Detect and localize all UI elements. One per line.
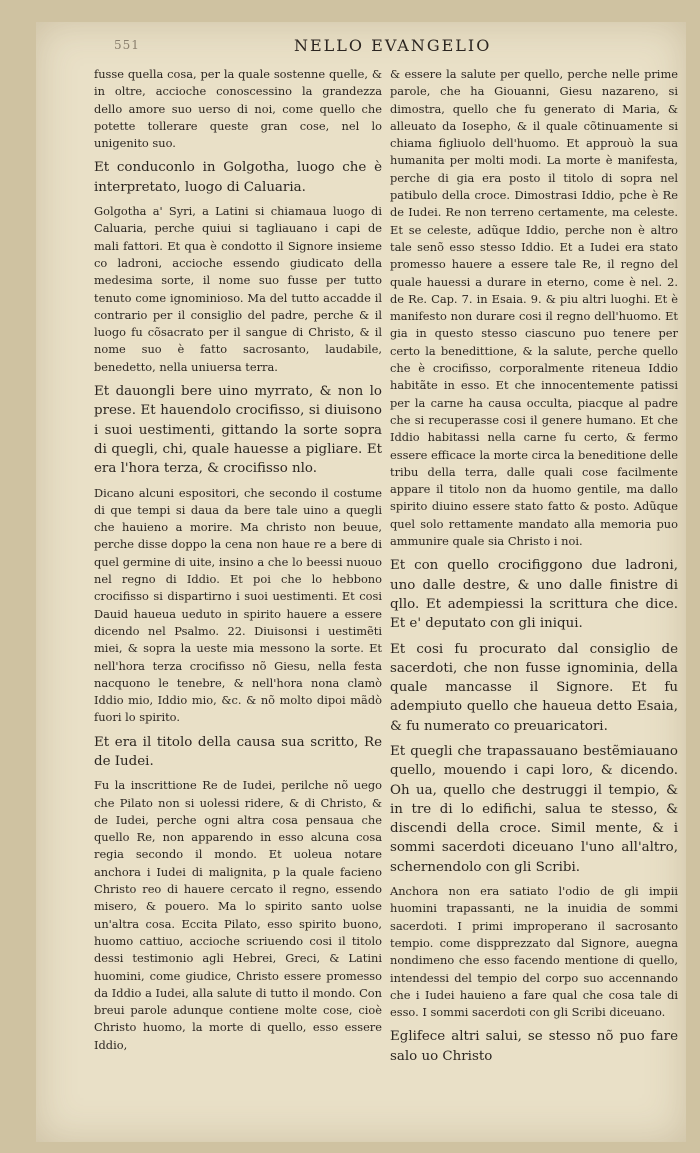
folio-number: 551 [114, 38, 140, 52]
right-column [390, 66, 678, 1072]
commentary-paragraph: Dicano alcuni espositori, che secondo il costume di que tempi si daua da bere tale uino a quegli che hauieno a morire. Ma christo non beuue, perche disse doppo la cena non haue re a bere di quel germine di uite, insino a che lo beessi nuouo nel regno di Iddio. Et poi che lo hebbono crocifisso si dispartirno i suoi uestimenti. Et cosi Dauid haueua ueduto in spirito hauere a essere dicendo nel Psalmo. 22. Diuisonsi i uestimẽti miei, & sopra la ueste mia messono la sorte. Et nell'hora terza crocifisso nõ Giesu, nella festa nacquono le tenebre, & nell'hora nona clamò Iddio mio, Iddio mio, &c. & nõ molto dipoi mãdò fuori lo spirito. [94, 485, 382, 725]
scripture-verse: Et cosi fu procurato dal consiglio de sacerdoti, che non fusse ignominia, della quale mancasse il Signore. Et fu adempiuto quello che haueua detto Esaia, & fu numerato co preuaricatori. [390, 641, 678, 734]
commentary-paragraph: & essere la salute per quello, perche nelle prime parole, che ha Giouanni, Giesu nazareno, si dimostra, quello che fu generato di Maria, & alleuato da Iosepho, & il quale cõtinuamente si chiama figliuolo dell'huomo. Et approuò la sua humanita per molti modi. La morte è manifesta, perche di gia era posto il titolo di sopra nel patibulo della croce. Dimostrasi Iddio, pche è Re de Iudei. Re non terreno certamente, ma celeste. Et se celeste, adũque Iddio, perche non è altro tale senõ esso stesso Iddio. Et a Iudei era stato promesso hauere a essere tale Re, il regno del quale hauessi a durare in eterno, come è nel. 2. de Re. Cap. 7. in Esaia. 9. & piu altri luoghi. Et è manifesto non durare cosi il regno dell'huomo. Et gia in questo stesso ciascuno puo tenere per certo la benedittione, & la salute, perche quello che è crocifisso, corporalmente riteneua Iddio habitãte in esso. Et che innocentemente patissi per la carne ha causa occulta, piacque al padre che si recuperasse cosi il genere humano. Et che Iddio habitassi nella carne fu certo, & fermo essere efficace la morte circa la beneditione delle tribu della terra, dalle quali cose facilmente appare il titolo non da huomo gentile, ma dallo spirito diuino essere stato fatto & posto. Adũque quel solo rettamente mandato alla memoria puo ammunire quale sia Christo i noi. [390, 67, 678, 549]
scripture-verse: Et quegli che trapassauano bestẽmiauano quello, mouendo i capi loro, & dicendo. Oh ua, quello che destruggi il tempio, & in tre di lo edifichi, salua te stesso, & discendi della croce. Simil mente, & i sommi sacerdoti diceuano l'uno all'altro, schernendolo con gli Scribi. [390, 743, 678, 875]
left-column [94, 66, 382, 1060]
commentary-paragraph: Golgotha a' Syri, a Latini si chiamaua luogo di Caluaria, perche quiui si tagliauano i capi de mali fattori. Et qua è condotto il Signore insieme co ladroni, accioche essendo giudicato della medesima sorte, il nome suo fusse per tutto tenuto come ignominioso. Ma del tutto accadde il contrario per il consiglio del padre, perche & il luogo fu cõsacrato per il sangue di Christo, & il nome suo è fatto sacrosanto, laudabile, benedetto, nella uniuersa terra. [94, 204, 382, 374]
scripture-verse: Et conduconlo in Golgotha, luogo che è interpretato, luogo di Caluaria. [94, 160, 382, 195]
book-page [36, 22, 686, 1142]
scripture-verse: Et con quello crocifiggono due ladroni, uno dalle destre, & uno dalle finistre di qllo. Et adempiessi la scrittura che dice. Et e' deputato con gli iniqui. [390, 558, 678, 632]
scripture-verse: Eglifece altri salui, se stesso nõ puo fare salo uo Christo [390, 1029, 678, 1064]
commentary-paragraph: fusse quella cosa, per la quale sostenne quelle, & in oltre, accioche conoscessino la grandezza dello amore suo uerso di noi, come quello che potette tollerare queste gran cose, nel lo unigenito suo. [94, 67, 382, 151]
scripture-verse: Et era il titolo della causa sua scritto, Re de Iudei. [94, 734, 382, 769]
commentary-paragraph: Fu la inscrittione Re de Iudei, perilche nõ uego che Pilato non si uolessi ridere, & di Christo, & de Iudei, perche ogni altra cosa pensaua che quello Re, non apparendo in esso alcuna cosa regia secondo il mondo. Et uoleua notare anchora i Iudei di malignita, p la quale facieno Christo reo di hauere cercato il regno, essendo misero, & pouero. Ma lo spirito santo uolse un'altra cosa. Eccita Pilato, esso spirito buono, huomo cattiuo, accioche scriuendo cosi il titolo dessi testimonio agli Hebrei, Greci, & Latini huomini, come giudice, Christo essere promesso da Iddio a Iudei, alla salute di tutto il mondo. Con breui parole adunque contiene molte cose, cioè Christo huomo, la morte di quello, esso essere Iddio, [94, 778, 382, 1052]
commentary-paragraph: Anchora non era satiato l'odio de gli impii huomini trapassanti, ne la inuidia de sommi sacerdoti. I primi improperano il sacrosanto tempio. come dispprezzato dal Signore, auegna nondimeno che esso facendo mentione di quello, intendessi del tempio del corpo suo accennando che i Iudei hauieno a fare qual che cosa tale di esso. I sommi sacerdoti con gli Scribi diceuano. [390, 884, 678, 1020]
scripture-verse: Et dauongli bere uino myrrato, & non lo prese. Et hauendolo crocifisso, si diuisono i suoi uestimenti, gittando la sorte sopra di quegli, chi, quale hauesse a pigliare. Et era l'hora terza, & crocifisso nlo. [94, 384, 382, 477]
running-title: NELLO EVANGELIO [294, 36, 492, 55]
running-head [36, 36, 686, 58]
